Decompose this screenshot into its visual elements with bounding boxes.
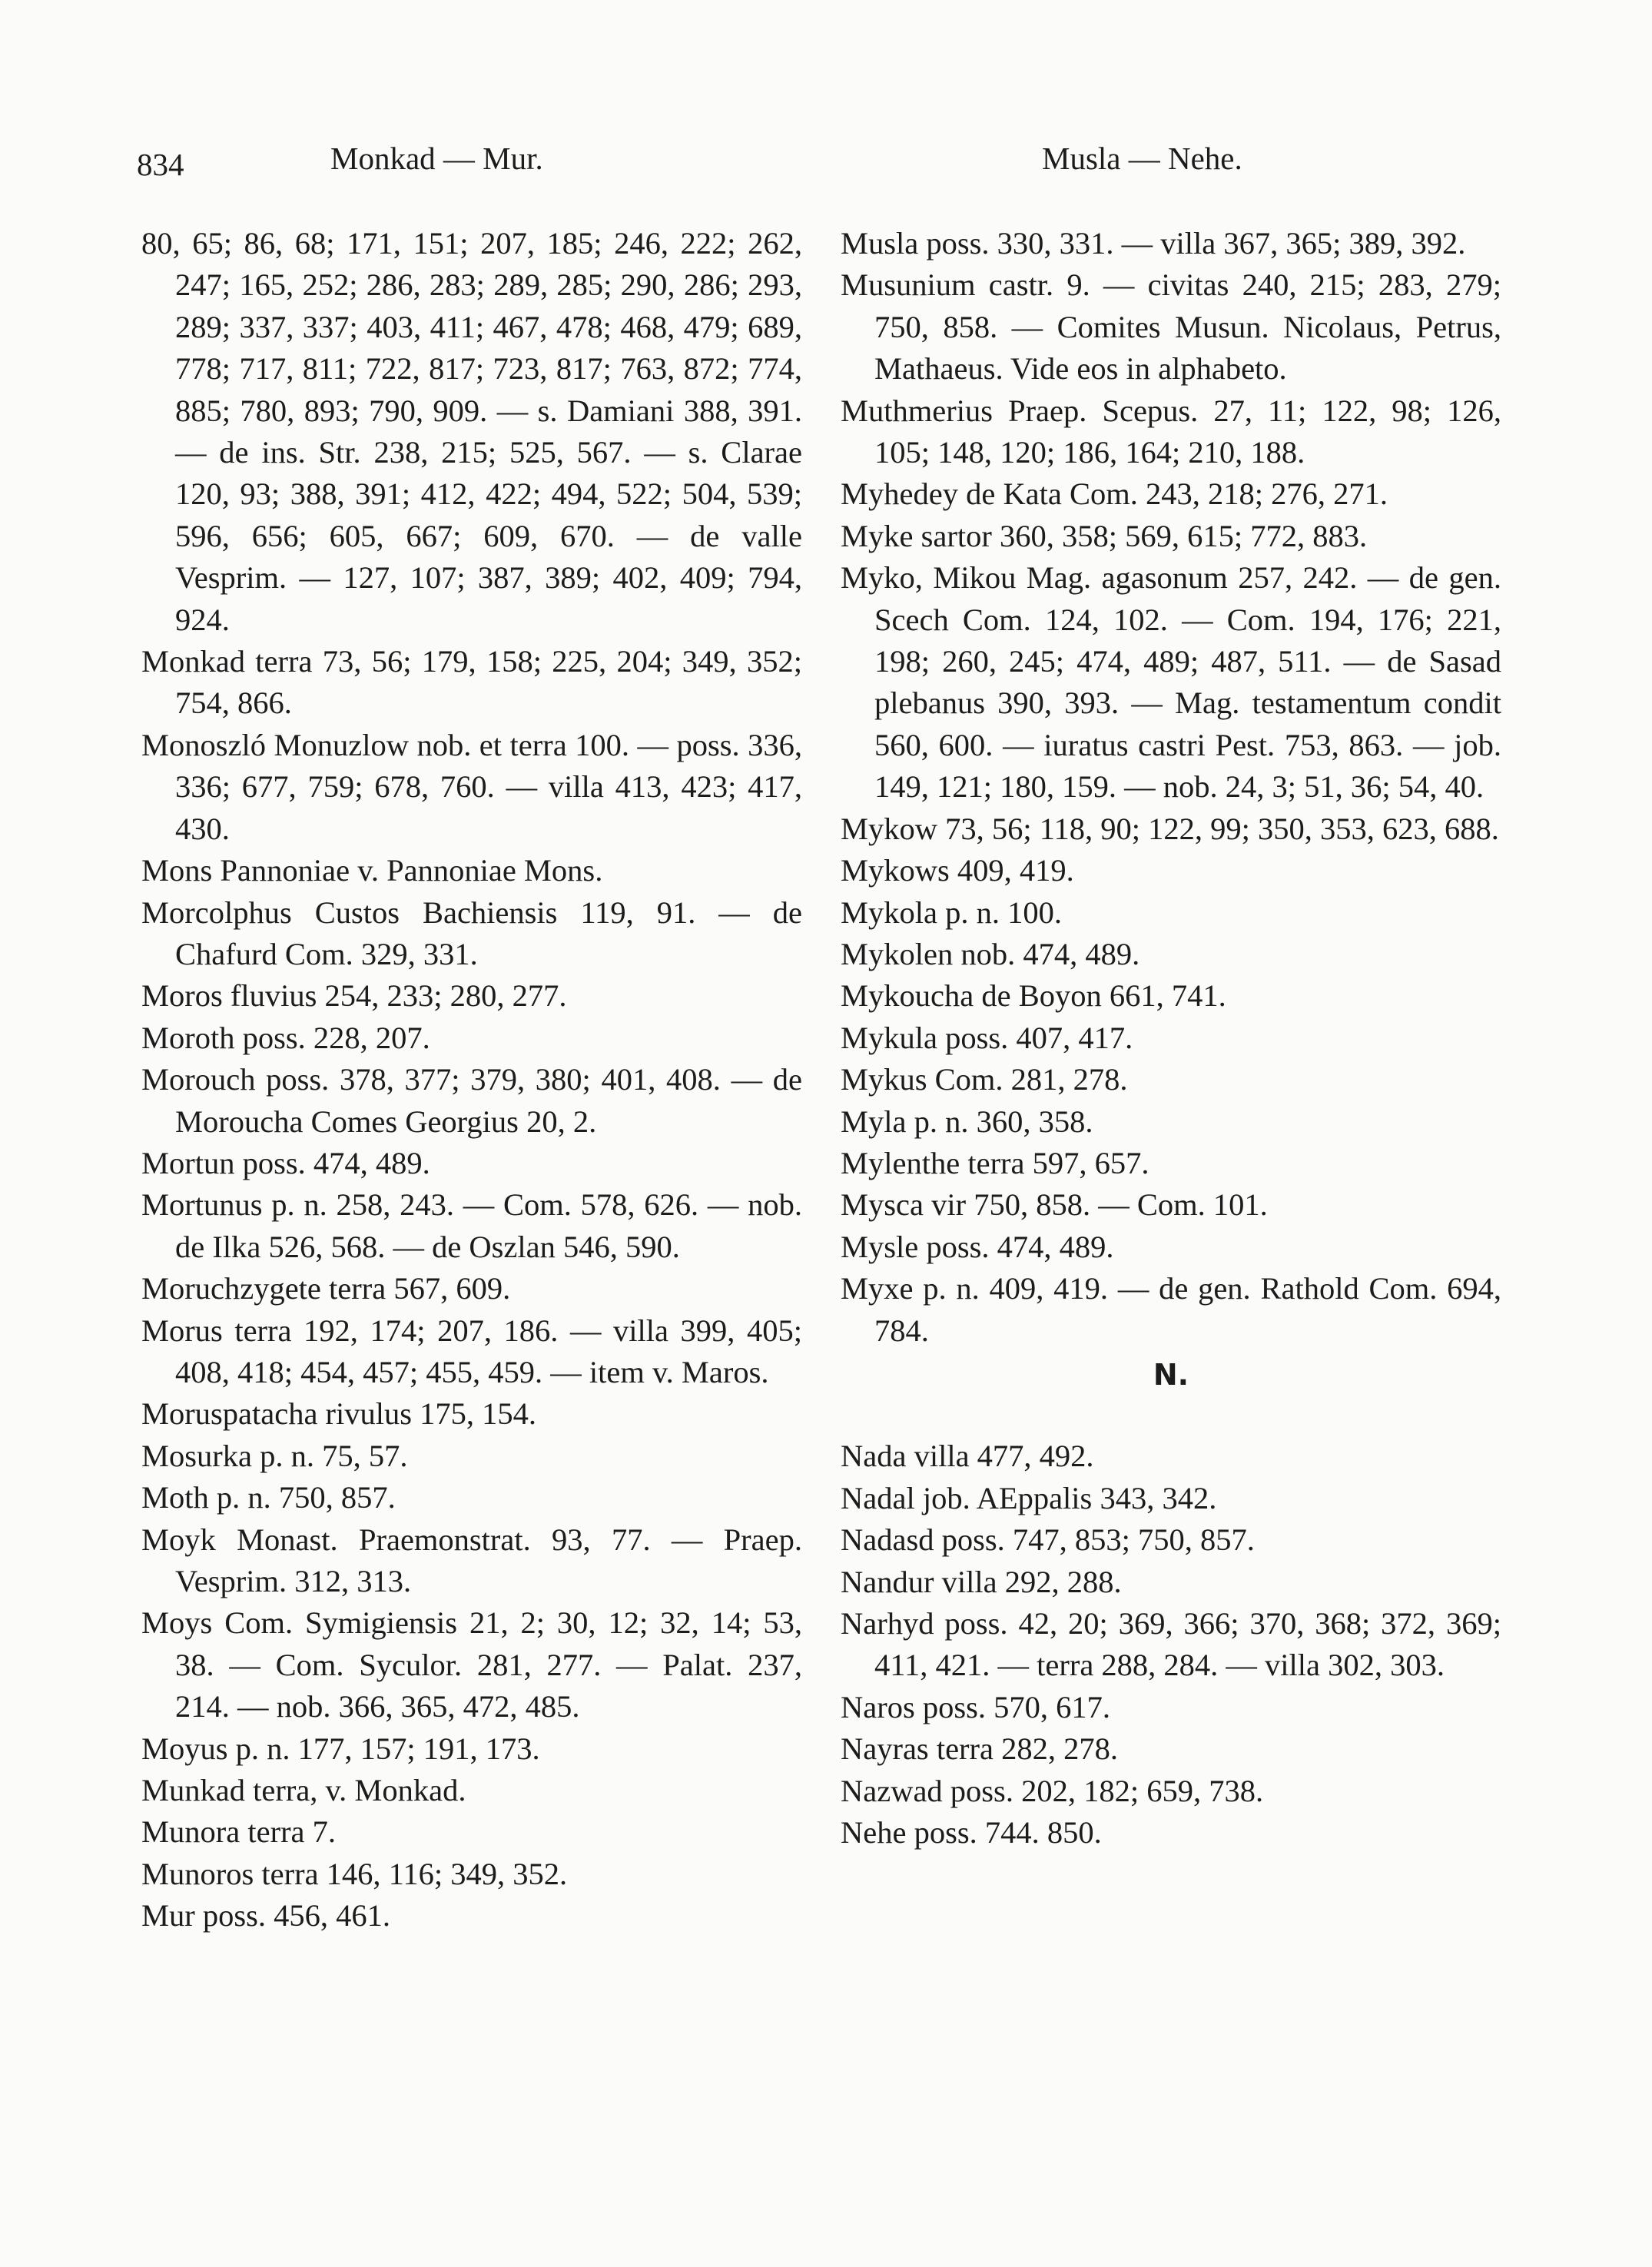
right-running-title: Musla — Nehe.	[1042, 141, 1242, 176]
index-entry: Nadal job. AEppalis 343, 342.	[841, 1480, 1217, 1515]
index-entry: Mosurka p. n. 75, 57.	[141, 1438, 408, 1473]
running-header	[0, 140, 1652, 194]
index-entry: Monkad terra 73, 56; 179, 158; 225, 204; 349, 352; 754, 866.	[141, 644, 802, 721]
index-entry: Morouch poss. 378, 377; 379, 380; 401, 408. — de Moroucha Comes Georgius 20, 2.	[141, 1062, 802, 1139]
index-entry: Mysle poss. 474, 489.	[841, 1229, 1114, 1264]
index-entry: Mons Pannoniae v. Pannoniae Mons.	[141, 853, 603, 888]
index-entry: Myxe p. n. 409, 419. — de gen. Rathold Com. 694, 784.	[841, 1271, 1501, 1348]
index-entry: Narhyd poss. 42, 20; 369, 366; 370, 368; 372, 369; 411, 421. — terra 288, 284. — villa 302, 303.	[841, 1606, 1501, 1683]
index-entry: Moyus p. n. 177, 157; 191, 173.	[141, 1731, 540, 1766]
index-entry: Mykows 409, 419.	[841, 853, 1074, 888]
index-entry: Mykoucha de Boyon 661, 741.	[841, 978, 1226, 1014]
index-entry: Mylenthe terra 597, 657.	[841, 1145, 1149, 1180]
index-entry: Moth p. n. 750, 857.	[141, 1480, 396, 1515]
index-entry: Mortunus p. n. 258, 243. — Com. 578, 626. — nob. de Ilka 526, 568. — de Oszlan 546, 590.	[141, 1187, 802, 1264]
index-entry: Mykula poss. 407, 417.	[841, 1020, 1133, 1055]
section-letter-heading: N.	[1153, 1357, 1189, 1392]
index-entry: Mortun poss. 474, 489.	[141, 1145, 430, 1180]
index-entry: Mykow 73, 56; 118, 90; 122, 99; 350, 353, 623, 688.	[841, 811, 1499, 846]
index-entry: Nehe poss. 744. 850.	[841, 1815, 1102, 1850]
left-running-title: Monkad — Mur.	[330, 141, 543, 176]
index-entry: Moroth poss. 228, 207.	[141, 1020, 430, 1055]
index-entry: Mykola p. n. 100.	[841, 895, 1062, 930]
index-entry: Moyk Monast. Praemonstrat. 93, 77. — Praep. Vesprim. 312, 313.	[141, 1522, 802, 1598]
index-entry: Mykolen nob. 474, 489.	[841, 936, 1140, 971]
index-entry: Nada villa 477, 492.	[841, 1439, 1094, 1474]
index-entry: Morus terra 192, 174; 207, 186. — villa 399, 405; 408, 418; 454, 457; 455, 459. — item v. Maros.	[141, 1313, 802, 1389]
left-column	[141, 223, 802, 1937]
index-entry: Mykus Com. 281, 278.	[841, 1062, 1128, 1097]
index-entry: Muthmerius Praep. Scepus. 27, 11; 122, 98; 126, 105; 148, 120; 186, 164; 210, 188.	[841, 393, 1501, 470]
index-entry: Naros poss. 570, 617.	[841, 1689, 1110, 1724]
index-entry: Moys Com. Symigiensis 21, 2; 30, 12; 32, 14; 53, 38. — Com. Syculor. 281, 277. — Palat. 237, 214. — nob. 366, 365, 472, 485.	[141, 1605, 802, 1724]
index-entry: Moruchzygete terra 567, 609.	[141, 1271, 511, 1306]
index-entry: Moruspatacha rivulus 175, 154.	[141, 1396, 537, 1432]
index-entry: Mur poss. 456, 461.	[141, 1898, 391, 1933]
index-entry: 80, 65; 86, 68; 171, 151; 207, 185; 246, 222; 262, 247; 165, 252; 286, 283; 289, 285; 290, 286; 293, 289; 337, 337; 403, 411; 467, 478; 468, 479; 689, 778; 717, 811; 722, 817; 723, 817; 763, 872; 774, 885; 780, 893; 790, 909. — s. Damiani 388, 391. — de ins. Str. 238, 215; 525, 567. — s. Clarae 120, 93; 388, 391; 412, 422; 494, 522; 504, 539; 596, 656; 605, 667; 609, 670. — de valle Vesprim. — 127, 107; 387, 389; 402, 409; 794, 924.	[141, 226, 802, 637]
index-entry: Myhedey de Kata Com. 243, 218; 276, 271.	[841, 476, 1388, 512]
index-entry: Myko, Mikou Mag. agasonum 257, 242. — de gen. Scech Com. 124, 102. — Com. 194, 176; 221, 198; 260, 245; 474, 489; 487, 511. — de Sasad plebanus 390, 393. — Mag. testamentum condit 560, 600. — iuratus castri Pest. 753, 863. — job. 149, 121; 180, 159. — nob. 24, 3; 51, 36; 54, 40.	[841, 560, 1501, 805]
index-entry: Morcolphus Custos Bachiensis 119, 91. — de Chafurd Com. 329, 331.	[141, 895, 802, 971]
index-entry: Munkad terra, v. Monkad.	[141, 1773, 466, 1808]
index-entry: Nadasd poss. 747, 853; 750, 857.	[841, 1522, 1255, 1558]
index-entry: Monoszló Monuzlow nob. et terra 100. — poss. 336, 336; 677, 759; 678, 760. — villa 413, 423; 417, 430.	[141, 727, 802, 846]
index-entry: Mysca vir 750, 858. — Com. 101.	[841, 1187, 1268, 1223]
index-entry: Munora terra 7.	[141, 1814, 337, 1850]
index-entry: Munoros terra 146, 116; 349, 352.	[141, 1856, 568, 1891]
index-entry: Musunium castr. 9. — civitas 240, 215; 283, 279; 750, 858. — Comites Musun. Nicolaus, Petrus, Mathaeus. Vide eos in alphabeto.	[841, 267, 1501, 387]
page-number: 834	[137, 147, 184, 182]
right-column	[841, 223, 1501, 1854]
index-entry: Musla poss. 330, 331. — villa 367, 365; 389, 392.	[841, 226, 1466, 261]
index-entry: Myke sartor 360, 358; 569, 615; 772, 883.	[841, 518, 1368, 553]
index-entry: Nazwad poss. 202, 182; 659, 738.	[841, 1773, 1264, 1808]
index-entry: Moros fluvius 254, 233; 280, 277.	[141, 978, 567, 1014]
index-entry: Nandur villa 292, 288.	[841, 1564, 1122, 1599]
index-entry: Myla p. n. 360, 358.	[841, 1104, 1093, 1139]
index-entry: Nayras terra 282, 278.	[841, 1731, 1118, 1767]
